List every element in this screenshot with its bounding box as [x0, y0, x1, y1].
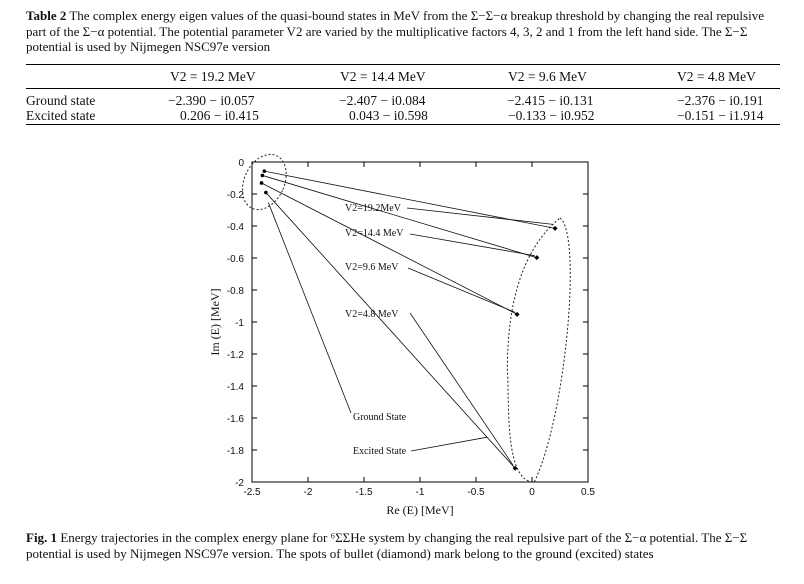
excited-state-point: [534, 255, 539, 260]
table-label: Table 2: [26, 8, 67, 23]
table-cell: −0.151 − i1.914: [677, 108, 764, 123]
annotation-label: V2=4.8 MeV: [345, 309, 399, 320]
x-tick-label: -1: [415, 487, 425, 498]
table-cell: 0.043 − i0.598: [349, 108, 428, 123]
ground-state-point: [263, 169, 267, 173]
annotation-label: V2=14.4 MeV: [345, 228, 404, 239]
figure-label: Fig. 1: [26, 530, 58, 545]
annotation-label: Ground State: [353, 412, 407, 423]
x-tick-label: 0.5: [581, 487, 595, 498]
plot-axes: [208, 158, 595, 517]
ground-state-point: [264, 191, 268, 195]
table-cell: 0.206 − i0.415: [180, 108, 259, 123]
table-col-header: V2 = 9.6 MeV: [508, 69, 587, 84]
table-col-header: V2 = 4.8 MeV: [677, 69, 756, 84]
y-tick-label: -0.2: [226, 190, 244, 201]
table-caption-text: The complex energy eigen values of the quasi-bound states in MeV from the Σ−Σ−α breakup threshold by changing the real repulsive part of the Σ−α potential. The potential parameter V2 are varied by the multiplicative factors 4, 3, 2 and 1 from the left hand side. The Σ−Σ potential is used by Nijmegen NSC97e version: [26, 8, 764, 54]
annotation-leader: [408, 268, 515, 312]
ground-state-leader: [268, 203, 351, 413]
y-tick-label: -2: [235, 478, 244, 489]
table-row-label: Excited state: [26, 108, 96, 123]
annotation-leader: [410, 234, 535, 256]
annotation-label: Excited State: [353, 446, 407, 457]
excited-state-point: [553, 226, 558, 231]
x-tick-label: -1.5: [355, 487, 373, 498]
y-tick-label: -1.4: [226, 382, 244, 393]
x-axis-label: Re (E) [MeV]: [386, 503, 454, 517]
figure-caption: [26, 530, 782, 561]
table-col-header: V2 = 19.2 MeV: [170, 69, 256, 84]
table-cell: −2.376 − i0.191: [677, 93, 764, 108]
y-tick-label: -0.4: [226, 222, 244, 233]
table-cell: −2.390 − i0.057: [168, 93, 255, 108]
table-row-label: Ground state: [26, 93, 96, 108]
plot-frame: [252, 162, 588, 482]
annotation-label: V2=19.2MeV: [345, 203, 401, 214]
y-tick-label: -1.6: [226, 414, 244, 425]
ground-state-point: [260, 181, 264, 185]
y-tick-label: -1: [235, 318, 244, 329]
x-tick-label: -2.5: [243, 487, 261, 498]
annotation-leader: [410, 313, 513, 465]
y-tick-label: -0.6: [226, 254, 244, 265]
data-marks: [260, 169, 558, 470]
annotation-leaders: [262, 171, 556, 468]
table-cell: −2.407 − i0.084: [339, 93, 426, 108]
x-tick-label: -0.5: [467, 487, 485, 498]
annotation-leader: [411, 437, 487, 451]
excited-state-point: [515, 312, 520, 317]
figure-caption-text: Energy trajectories in the complex energy plane for ⁶ΣΣHe system by changing the real repulsive part of the Σ−α potential. The Σ−Σ potential is used by Nijmegen NSC97e version. The spots of bullet (diamond) mark belong to the ground (excited) states: [26, 530, 748, 561]
table-col-header: V2 = 14.4 MeV: [340, 69, 426, 84]
y-tick-label: 0: [238, 158, 244, 169]
x-tick-label: -2: [303, 487, 313, 498]
y-tick-label: -0.8: [226, 286, 244, 297]
y-axis-label: Im (E) [MeV]: [208, 288, 222, 356]
table-cell: −0.133 − i0.952: [508, 108, 595, 123]
table-cell: −2.415 − i0.131: [507, 93, 594, 108]
annotation-leader: [407, 208, 553, 224]
x-tick-label: 0: [529, 487, 535, 498]
annotation-label: V2=9.6 MeV: [345, 262, 399, 273]
y-tick-label: -1.8: [226, 446, 244, 457]
y-tick-label: -1.2: [226, 350, 244, 361]
ground-state-point: [261, 174, 265, 178]
trajectory-guides: [234, 147, 570, 482]
